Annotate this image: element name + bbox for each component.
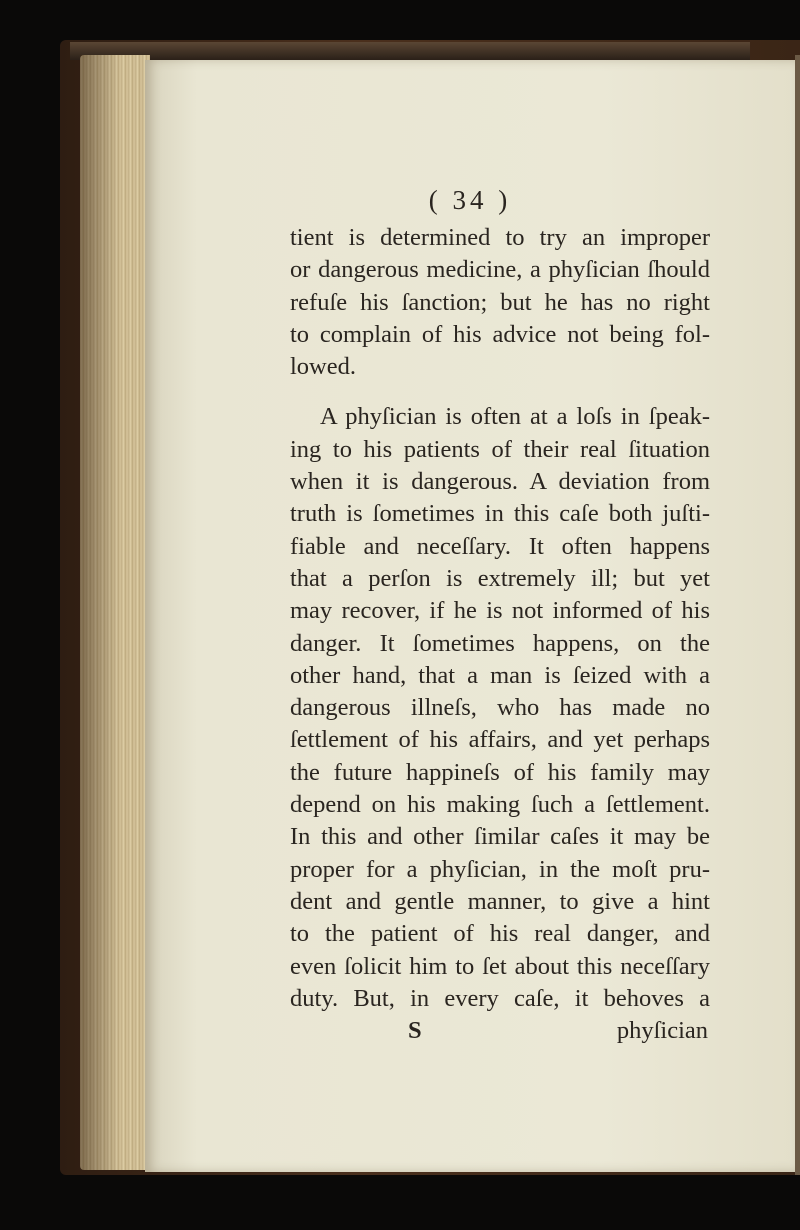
text-line: ing to his patients of their real ſituation: [290, 435, 710, 463]
text-line: truth is ſometimes in this caſe both juſti-: [290, 500, 710, 528]
page-footer: [290, 1015, 710, 1047]
text-line: dent and gentle manner, to give a hint: [290, 887, 710, 915]
text-line: fiable and neceſſary. It often happens: [290, 532, 710, 560]
text-line: when it is dangerous. A deviation from: [290, 468, 710, 496]
text-line: A phyſician is often at a loſs in ſpeak-: [320, 403, 710, 431]
page-right-edge: [795, 55, 800, 1175]
text-line: dangerous illneſs, who has made no: [290, 694, 710, 722]
paragraph-gap: [290, 383, 710, 401]
book-cover-top-edge: [70, 42, 750, 60]
text-line: duty. But, in every caſe, it behoves a: [290, 984, 710, 1012]
text-line: danger. It ſometimes happens, on the: [290, 629, 710, 657]
text-line: that a perſon is extremely ill; but yet: [290, 564, 710, 592]
text-line: to complain of his advice not being fol-: [290, 320, 710, 348]
text-line: refuſe his ſanction; but he has no right: [290, 288, 710, 316]
page-text: [290, 178, 710, 1047]
text-line: lowed.: [290, 353, 356, 381]
text-line: In this and other ſimilar caſes it may be: [290, 823, 710, 851]
text-line: tient is determined to try an improper: [290, 224, 710, 251]
page-edges-shadow: [80, 55, 120, 1170]
text-line: depend on his making ſuch a ſettlement.: [290, 791, 710, 819]
text-line: even ſolicit him to ſet about this neceſſary: [290, 952, 710, 980]
text-line: other hand, that a man is ſeized with a: [290, 661, 710, 689]
text-line: proper for a phyſician, in the moſt pru-: [290, 855, 710, 883]
text-line: may recover, if he is not informed of his: [290, 597, 710, 625]
text-line: to the patient of his real danger, and: [290, 920, 710, 948]
text-line: ſettlement of his affairs, and yet perhaps: [290, 726, 710, 754]
catchword: phyſician: [616, 1017, 708, 1045]
text-line: the future happineſs of his family may: [290, 758, 710, 786]
page-number-header: ( 34 ): [428, 185, 512, 215]
text-line: or dangerous medicine, a phyſician ſhould: [290, 256, 710, 284]
signature-mark: S: [408, 1017, 422, 1045]
